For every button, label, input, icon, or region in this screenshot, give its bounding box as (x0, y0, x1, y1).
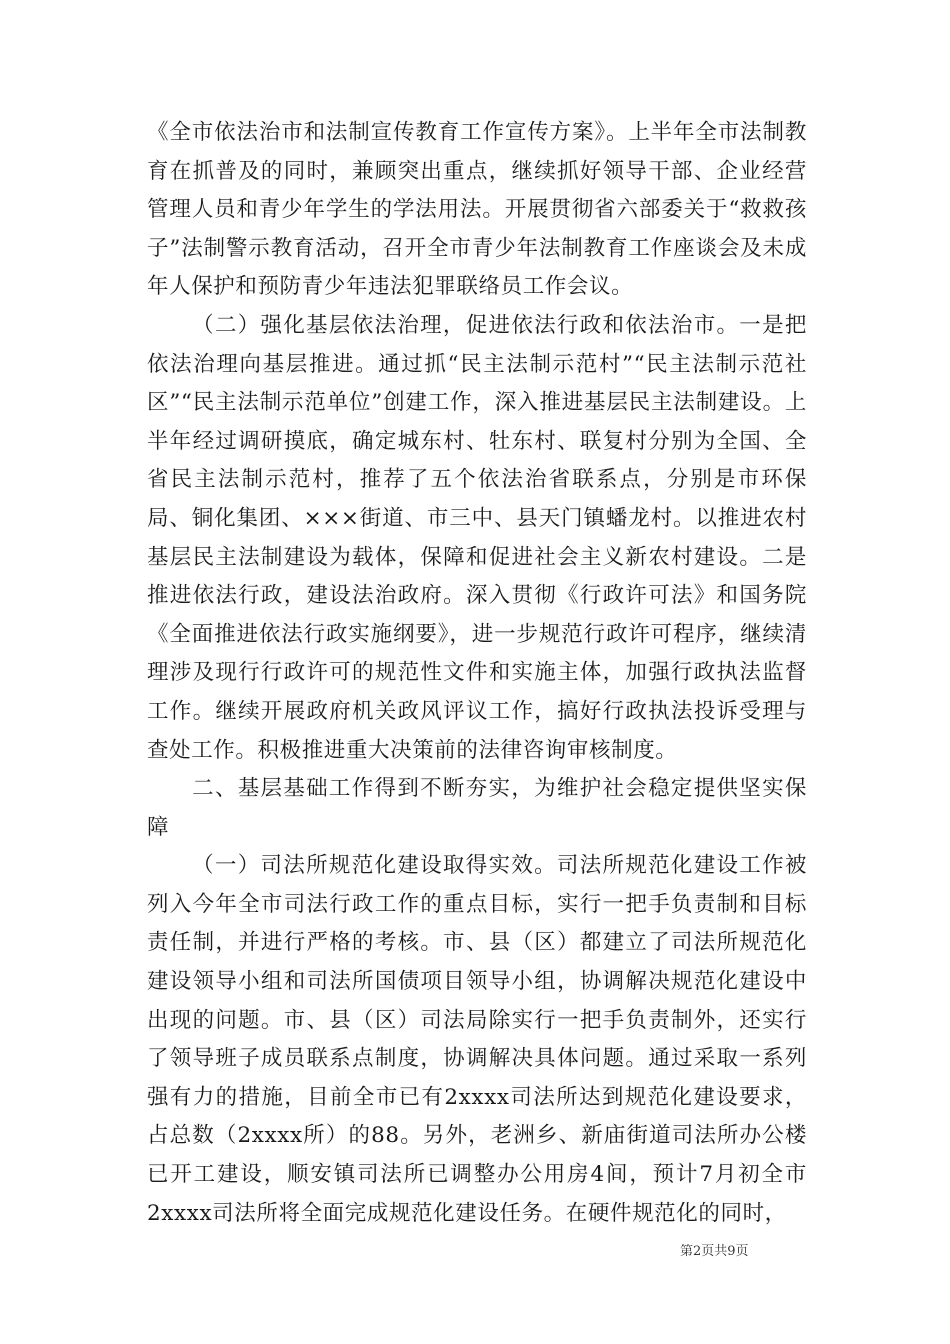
paragraph-2: （二）强化基层依法治理，促进依法行政和依法治市。一是把依法治理向基层推进。通过抓“民主法制示范村”“民主法制示范社区”“民主法制示范单位”创建工作，深入推进基层民主法制建设。上半年经过调研摸底，确定城东村、牡东村、联复村分别为全国、全省民主法制示范村，推荐了五个依法治省联系点，分别是市环保局、铜化集团、×××街道、市三中、县天门镇蟠龙村。以推进农村基层民主法制建设为载体，保障和促进社会主义新农村建设。二是推进依法行政，建设法治政府。深入贯彻《行政许可法》和国务院《全面推进依法行政实施纲要》，进一步规范行政许可程序，继续清理涉及现行行政许可的规范性文件和实施主体，加强行政执法监督工作。继续开展政府机关政风评议工作，搞好行政执法投诉受理与查处工作。积极推进重大决策前的法律咨询审核制度。 (147, 312, 807, 763)
page-number: 第2页共9页 (680, 1244, 749, 1259)
paragraph-4: （一）司法所规范化建设取得实效。司法所规范化建设工作被列入今年全市司法行政工作的重点目标，实行一把手负责制和目标责任制，并进行严格的考核。市、县（区）都建立了司法所规范化建设领导小组和司法所国债项目领导小组，协调解决规范化建设中出现的问题。市、县（区）司法局除实行一把手负责制外，还实行了领导班子成员联系点制度，协调解决具体问题。通过采取一系列强有力的措施，目前全市已有2xxxx司法所达到规范化建设要求，占总数（2xxxx所）的88。另外，老洲乡、新庙街道司法所办公楼已开工建设，顺安镇司法所已调整办公用房4间，预计7月初全市2xxxx司法所将全面完成规范化建设任务。在硬件规范化的同时， (147, 853, 807, 1226)
section-heading: 二、基层基础工作得到不断夯实，为维护社会稳定提供坚实保障 (147, 776, 807, 840)
paragraph-1: 《全市依法治市和法制宣传教育工作宣传方案》。上半年全市法制教育在抓普及的同时，兼顾突出重点，继续抓好领导干部、企业经营管理人员和青少年学生的学法用法。开展贯彻省六部委关于“救救孩子”法制警示教育活动，召开全市青少年法制教育工作座谈会及未成年人保护和预防青少年违法犯罪联络员工作会议。 (147, 120, 807, 300)
document-body (147, 114, 807, 1233)
